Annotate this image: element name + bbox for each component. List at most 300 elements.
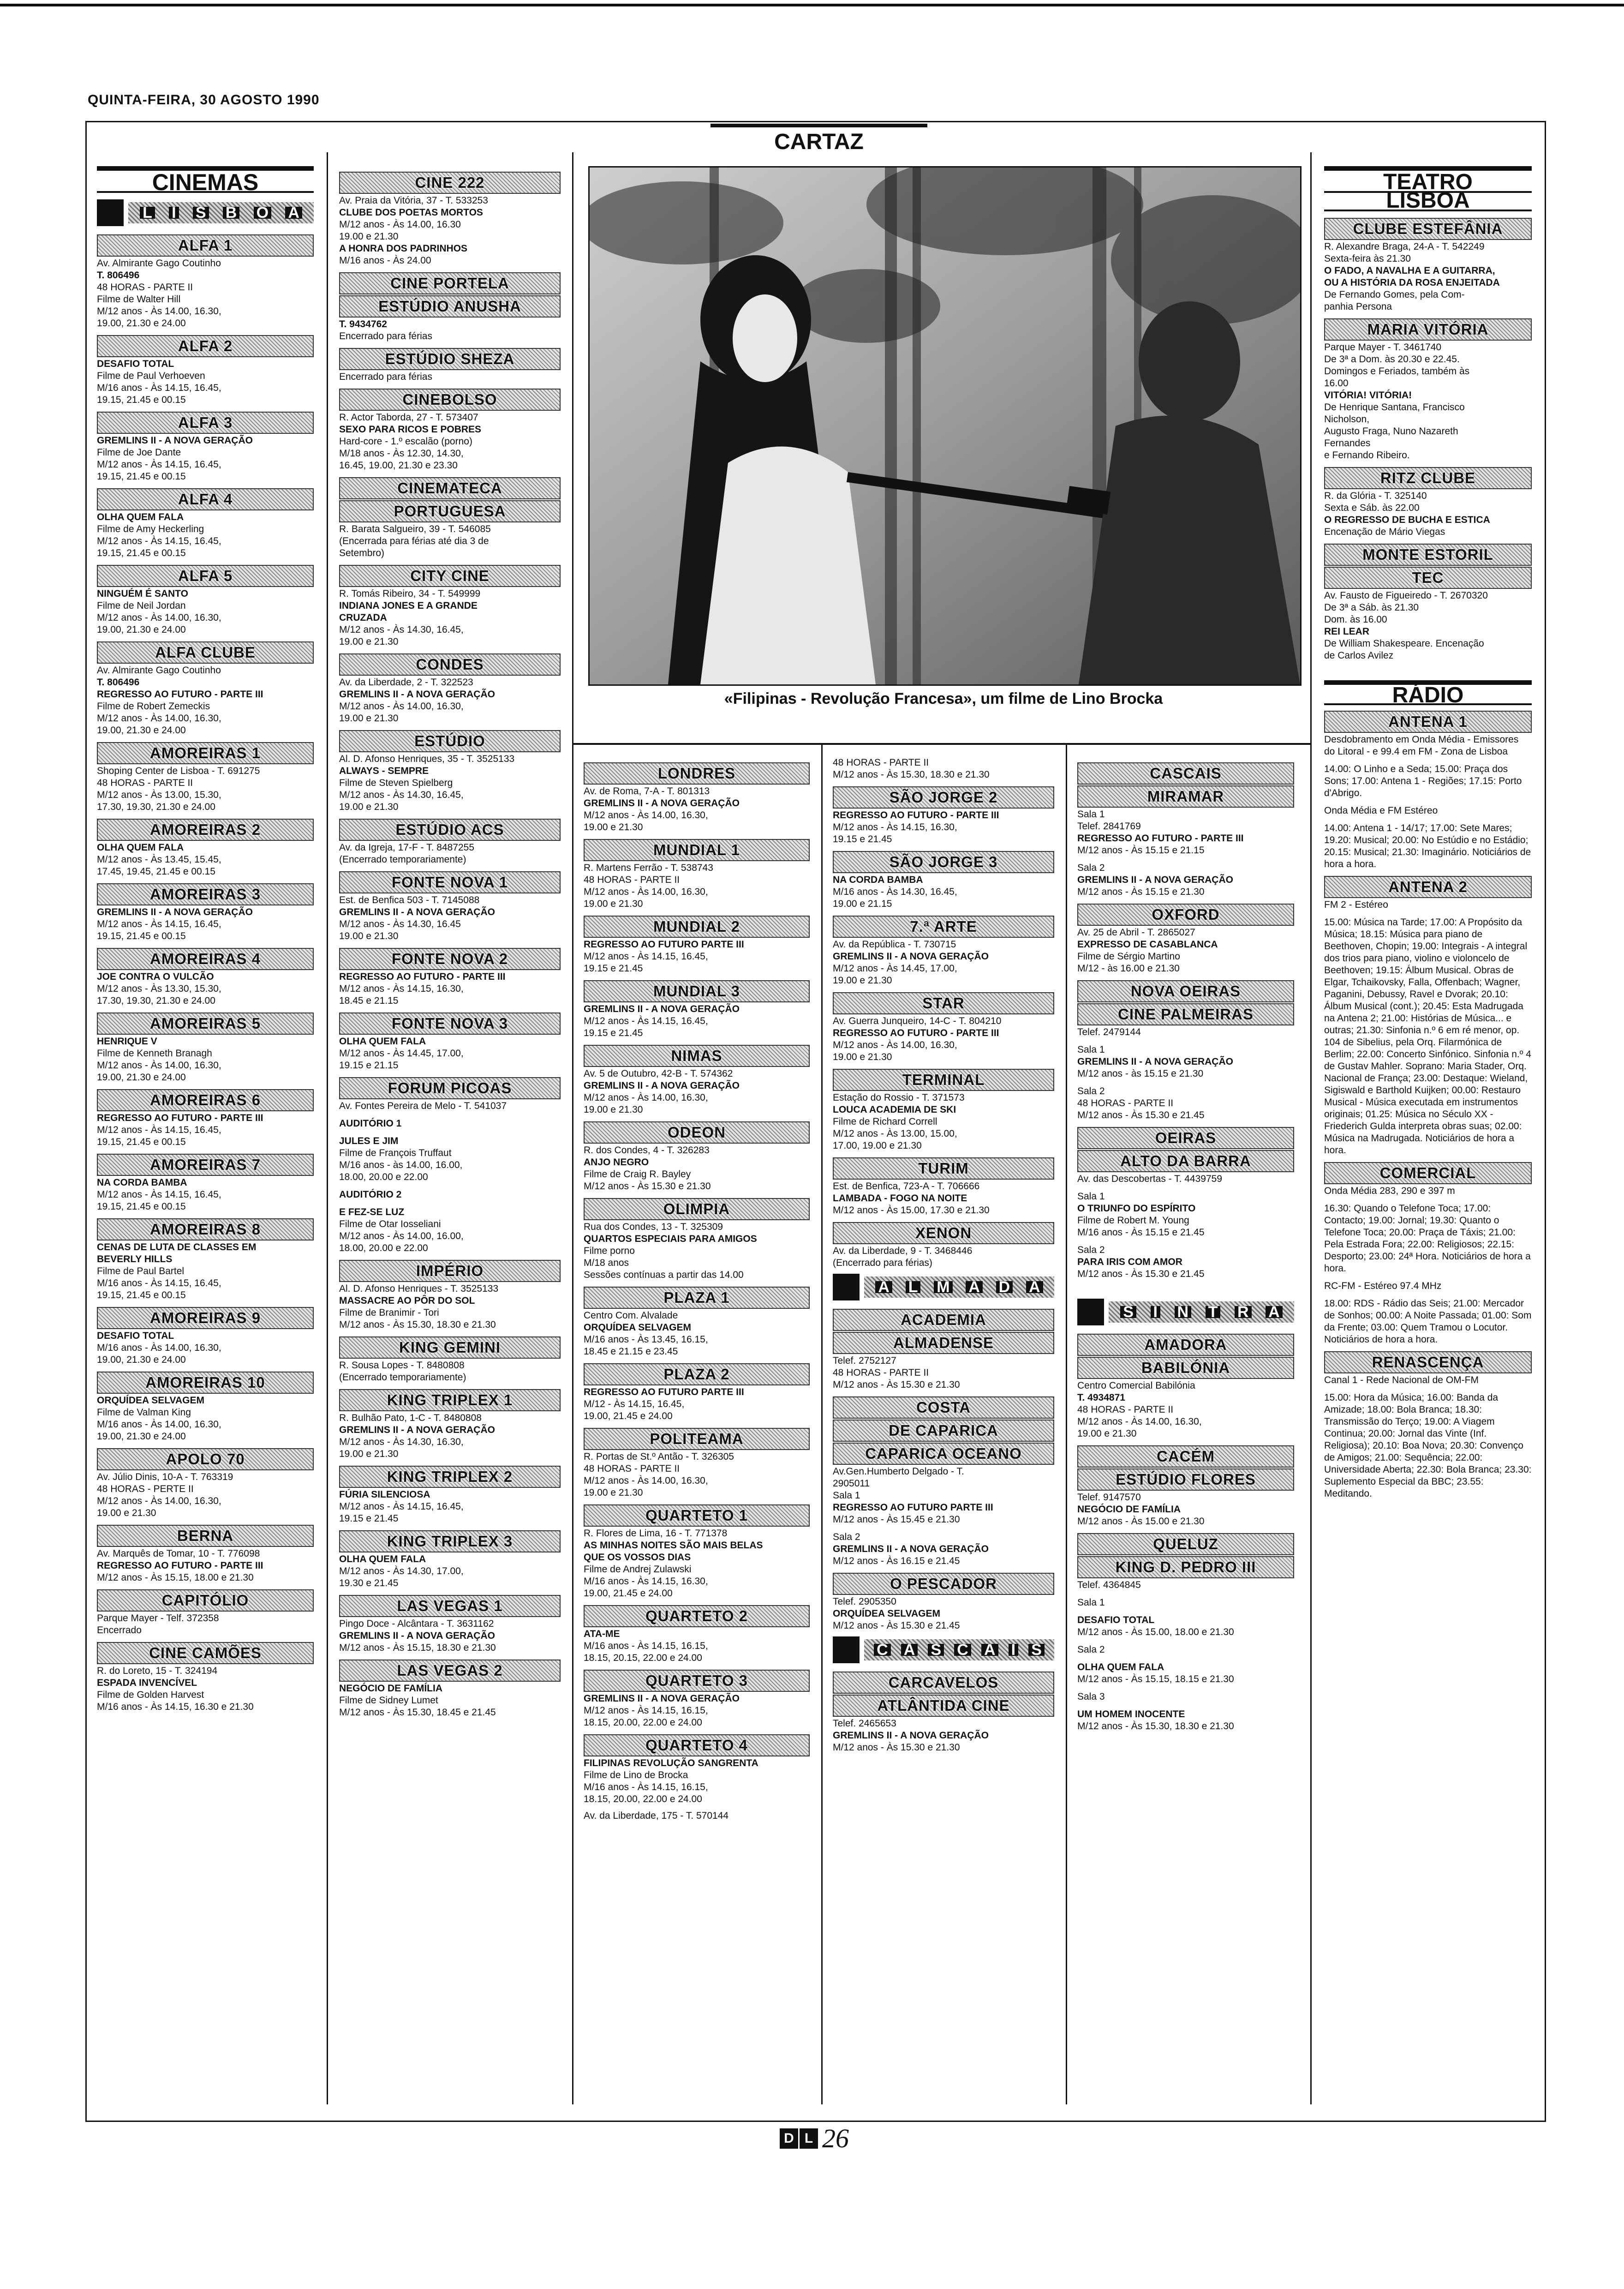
listing-line: R. do Loreto, 15 - T. 324194: [97, 1666, 218, 1676]
listing-line: M/16 anos - Às 14.15, 16.45,: [97, 383, 221, 393]
listing-line: Av. Praia da Vitória, 37 - T. 533253: [339, 195, 488, 206]
city-letter: A: [966, 1281, 983, 1293]
listing-line: M/12 anos - Às 14.00, 16.30,: [584, 887, 708, 897]
listing-line: Filme de Walter Hill: [97, 294, 181, 305]
listing-line: Sala 1: [1077, 1597, 1105, 1608]
city-banner-letters: [864, 1639, 1054, 1660]
listing-line: 19.15 e 21.15: [339, 1060, 399, 1071]
venue-header: TERMINAL: [833, 1069, 1054, 1091]
city-letter: A: [285, 207, 302, 219]
venue-header: MUNDIAL 3: [584, 980, 810, 1002]
venue-header: XENON: [833, 1222, 1054, 1244]
venue-header: PORTUGUESA: [339, 500, 561, 522]
listing-line: REGRESSO AO FUTURO - PARTE III: [833, 1028, 999, 1038]
listing-line: NA CORDA BAMBA: [97, 1177, 187, 1188]
listing-line: M/12 anos - Às 14.00, 16.30,: [833, 1040, 957, 1050]
listing-line: FM 2 - Estéreo: [1324, 899, 1388, 910]
venue-header: ODEON: [584, 1121, 810, 1144]
listing-line: Telef. 2905350: [833, 1596, 896, 1607]
listing-line: 19.00 e 21.15: [833, 899, 892, 909]
listing-line: M/12 anos - Às 14.00, 16.30,: [584, 1092, 708, 1103]
listing-line: GREMLINS II - A NOVA GERAÇÃO: [339, 689, 495, 700]
venue-header: FONTE NOVA 1: [339, 871, 561, 893]
city-banner-block: [833, 1274, 860, 1300]
listing-line: 17.45, 19.45, 21.45 e 00.15: [97, 866, 215, 877]
city-letter: C: [874, 1644, 891, 1656]
listing-line: De Fernando Gomes, pela Com-: [1324, 289, 1465, 300]
listing-line: QUE OS VOSSOS DIAS: [584, 1552, 691, 1563]
listing-line: e Fernando Ribeiro.: [1324, 450, 1410, 461]
city-letter: C: [954, 1644, 971, 1656]
listing-line: PARA IRIS COM AMOR: [1077, 1257, 1182, 1267]
listing-line: Av. da Liberdade, 9 - T. 3468446: [833, 1246, 973, 1256]
venue-header: COMERCIAL: [1324, 1162, 1532, 1184]
listing-line: Dom. às 16.00: [1324, 614, 1387, 625]
listing-line: 19.15, 21.45 e 00.15: [97, 471, 186, 482]
venue-header: ACADEMIA: [833, 1309, 1054, 1331]
listing-line: (Encerrado temporariamente): [339, 854, 466, 865]
listing-line: Hard-core - 1.º escalão (porno): [339, 436, 472, 447]
listing-line: 19.15, 21.45 e 00.15: [97, 1137, 186, 1147]
venue-header: OEIRAS: [1077, 1127, 1294, 1149]
listing-line: [339, 1112, 561, 1118]
venue-header: QUARTETO 2: [584, 1605, 810, 1627]
city-letter: I: [1009, 1644, 1018, 1656]
listing-line: M/12 anos - Às 14.15, 16.45,: [339, 1501, 464, 1512]
listing-line: BEVERLY HILLS: [97, 1254, 173, 1264]
listing-line: Telef. 9147570: [1077, 1492, 1141, 1503]
listing-line: Av. das Descobertas - T. 4439759: [1077, 1174, 1223, 1184]
listing-line: [1077, 1656, 1294, 1661]
venue-header: ALFA 5: [97, 565, 314, 587]
listing-line: Encenação de Mário Viegas: [1324, 527, 1445, 537]
venue-header: CINEMATECA: [339, 477, 561, 499]
venue-header: KING GEMINI: [339, 1336, 561, 1359]
venue-header: SÃO JORGE 2: [833, 786, 1054, 809]
listing-line: Sexta e Sáb. às 22.00: [1324, 503, 1420, 513]
listing-line: Av. Júlio Dinis, 10-A - T. 763319: [97, 1472, 233, 1482]
listing-line: [1324, 911, 1532, 917]
listing-line: 19.00 e 21.30: [1077, 1428, 1137, 1439]
listing-line: 19.00 e 21.30: [584, 1487, 643, 1498]
listing-line: Shoping Center de Lisboa - T. 691275: [97, 766, 260, 776]
listing-line: 19.00 e 21.30: [584, 1104, 643, 1115]
listing-line: M/16 anos - Às 15.15 e 21.45: [1077, 1227, 1205, 1238]
listing-line: Sala 2: [833, 1532, 860, 1542]
listing-line: Sala 1: [1077, 1191, 1105, 1202]
listing-line: panhia Persona: [1324, 301, 1392, 312]
listing-line: O TRIUNFO DO ESPÍRITO: [1077, 1203, 1196, 1214]
venue-header: CITY CINE: [339, 565, 561, 587]
listing-line: [1077, 1685, 1294, 1691]
listing-line: Est. de Benfica, 723-A - T. 706666: [833, 1181, 980, 1192]
venue-header: AMOREIRAS 9: [97, 1307, 314, 1329]
listing-line: Sala 3: [1077, 1691, 1105, 1702]
listing-line: [1077, 1591, 1294, 1597]
venue-header: MARIA VITÓRIA: [1324, 318, 1532, 341]
newspaper-logo: [780, 2128, 819, 2149]
listing-line: M/12 anos - Às 14.00, 16.30,: [97, 1060, 221, 1071]
listing-line: ESPADA INVENCÍVEL: [97, 1678, 197, 1688]
venue-header: OLIMPIA: [584, 1198, 810, 1220]
listing-line: 18.15, 20.00, 22.00 e 24.00: [584, 1794, 702, 1804]
listing-line: M/16 anos - Às 14.00, 16.30,: [97, 1419, 221, 1430]
listing-line: M/16 anos - Às 14.15, 16.15,: [584, 1782, 708, 1792]
cinema-listings: [1077, 1334, 1294, 1732]
listing-line: REGRESSO AO FUTURO - PARTE III: [97, 689, 263, 700]
listing-line: M/12 anos - Às 14.15, 16.45,: [584, 1016, 708, 1026]
listing-line: Nicholson,: [1324, 414, 1370, 425]
listing-line: Filme de Craig R. Bayley: [584, 1169, 691, 1180]
listing-line: M/12 anos - Às 14.00, 16.30,: [97, 612, 221, 623]
listing-line: M/16 anos - Às 14.15, 16.45,: [97, 1278, 221, 1288]
listing-line: VITÓRIA! VITÓRIA!: [1324, 390, 1412, 401]
listing-line: R. Bulhão Pato, 1-C - T. 8480808: [339, 1413, 482, 1423]
listing-line: M/12 anos - Às 14.30, 16.45,: [339, 790, 464, 800]
city-letter: S: [193, 207, 209, 219]
city-letter: T: [1206, 1306, 1221, 1318]
venue-header: ESTÚDIO ANUSHA: [339, 295, 561, 318]
listing-line: REGRESSO AO FUTURO PARTE III: [584, 1387, 744, 1397]
venue-header: PLAZA 1: [584, 1287, 810, 1309]
listing-line: R. Barata Salgueiro, 39 - T. 546085: [339, 524, 491, 534]
listing-line: CLUBE DOS POETAS MORTOS: [339, 207, 483, 218]
venue-header: AMOREIRAS 7: [97, 1154, 314, 1176]
venue-header: OXFORD: [1077, 904, 1294, 926]
cinema-listings: [833, 1309, 1054, 1632]
listing-line: SEXO PARA RICOS E POBRES: [339, 424, 482, 435]
listing-line: Parque Mayer - Telf. 372358: [97, 1613, 219, 1624]
city-letter: S: [928, 1644, 944, 1656]
listing-line: 15.00: Hora da Música; 16.00: Banda da Amizade; 18.00: Bola Branca; 18.30: Transmissão do Terço; 19.00: A Viagem Continua; 20.00: Jornal das Vinte (Inf. Religiosa); 20.10: Boa Nova; 20.30: Convenço de Amigos; 21.00: Sequência; 22.00: Universidade Aberta; 22.30: Bola Branca; 23.30: Suplemento Especial da BBC; 23.55: Meditando.: [1324, 1392, 1532, 1499]
listing-line: M/12 anos - Às 15.30, 18.30 e 21.30: [1077, 1721, 1234, 1732]
listing-line: 48 HORAS - PERTE II: [97, 1484, 194, 1494]
venue-header: KING TRIPLEX 2: [339, 1466, 561, 1488]
listing-line: M/12 anos - Às 14.30, 16.45: [339, 919, 461, 929]
listing-line: OLHA QUEM FALA: [339, 1036, 426, 1047]
city-banner-sintra: [1077, 1299, 1294, 1325]
listing-line: M/12 anos - Às 14.45, 17.00,: [833, 963, 957, 974]
listing-line: 48 HORAS - PARTE II: [1077, 1098, 1174, 1109]
listing-line: M/12 anos - Às 14.15, 16.45,: [97, 1125, 221, 1135]
listing-line: 19.00, 21.30 e 24.00: [97, 1431, 186, 1442]
venue-header: QUARTETO 1: [584, 1504, 810, 1527]
column-divider: [821, 743, 823, 2104]
listing-line: Al. D. Afonso Henriques - T. 3525133: [339, 1283, 499, 1294]
listing-line: M/12 anos - Às 15.15 e 21.15: [1077, 845, 1205, 856]
listing-line: DESAFIO TOTAL: [97, 1330, 174, 1341]
listing-line: Desdobramento em Onda Média - Emissores do Litoral - e 99.4 em FM - Zona de Lisboa: [1324, 734, 1519, 757]
listing-line: Sexta-feira às 21.30: [1324, 253, 1411, 264]
venue-header: MUNDIAL 2: [584, 916, 810, 938]
listing-line: GREMLINS II - A NOVA GERAÇÃO: [1077, 1056, 1233, 1067]
listing-line: Encerrado para férias: [339, 372, 432, 382]
venue-header: DE CAPARICA: [833, 1420, 1054, 1442]
listing-line: Sessões contínuas a partir das 14.00: [584, 1270, 744, 1280]
listing-line: M/12 anos - Às 14.15, 16.45,: [97, 919, 221, 929]
listing-line: R. Actor Taborda, 27 - T. 573407: [339, 412, 478, 423]
listing-line: M/16 anos - Às 14.15, 16.30,: [584, 1576, 708, 1587]
listing-line: Estação do Rossio - T. 371573: [833, 1092, 965, 1103]
venue-header: COSTA: [833, 1396, 1054, 1419]
listing-line: 19.30 e 21.45: [339, 1578, 399, 1588]
listing-line: REGRESSO AO FUTURO - PARTE III: [1077, 833, 1244, 844]
listing-line: 48 HORAS - PARTE II: [97, 778, 193, 788]
venue-header: SÃO JORGE 3: [833, 851, 1054, 873]
listing-line: M/12 anos - Às 15.30, 18.30 e 21.30: [833, 769, 990, 780]
listing-line: Rua dos Condes, 13 - T. 325309: [584, 1222, 723, 1232]
listing-line: M/12 anos - Às 15.00 e 21.30: [1077, 1516, 1205, 1527]
listing-line: T. 9434762: [339, 319, 387, 330]
listing-line: 19.00 e 21.30: [339, 713, 399, 724]
listing-line: JULES E JIM: [339, 1136, 399, 1146]
listing-line: M/12 anos - Às 13.45, 15.45,: [97, 854, 221, 865]
listing-line: [1324, 817, 1532, 822]
listing-line: GREMLINS II - A NOVA GERAÇÃO: [97, 435, 253, 446]
photo-caption: «Filipinas - Revolução Francesa», um filme de Lino Brocka: [724, 690, 1163, 707]
listing-line: Filme de Otar Iosseliani: [339, 1219, 441, 1229]
listing-line: Filme de Amy Heckerling: [97, 524, 204, 534]
listing-line: A HONRA DOS PADRINHOS: [339, 243, 468, 254]
city-letter: A: [875, 1281, 892, 1293]
listing-line: Telef. 2841769: [1077, 821, 1141, 832]
listing-line: M/12 anos - Às 15.30 e 21.45: [1077, 1269, 1205, 1279]
venue-header: FONTE NOVA 2: [339, 948, 561, 970]
listing-line: [1077, 1080, 1294, 1085]
venue-header: MUNDIAL 1: [584, 839, 810, 861]
city-letter: R: [1235, 1306, 1252, 1318]
listing-line: M/12 anos - Às 14.00, 16.00,: [339, 1231, 464, 1241]
venue-header: AMOREIRAS 4: [97, 948, 314, 970]
venue-header: TURIM: [833, 1157, 1054, 1180]
listing-line: GREMLINS II - A NOVA GERAÇÃO: [833, 951, 989, 962]
city-letter: L: [906, 1281, 921, 1293]
listing-line: OLHA QUEM FALA: [97, 512, 184, 522]
venue-header: CLUBE ESTEFÂNIA: [1324, 218, 1532, 240]
venue-header: CACÉM: [1077, 1445, 1294, 1468]
listing-line: ANJO NEGRO: [584, 1157, 649, 1168]
cinema-listings: [1077, 762, 1294, 1280]
listing-line: Sala 1: [1077, 809, 1105, 820]
listing-line: 19.00 e 21.30: [339, 1449, 399, 1459]
listing-line: 18.45 e 21.15 e 23.45: [584, 1346, 678, 1357]
city-banner-block: [833, 1636, 860, 1663]
listing-line: M/12 anos - Às 15.15, 18.15 e 21.30: [1077, 1674, 1234, 1684]
listing-line: OLHA QUEM FALA: [1077, 1662, 1164, 1672]
listing-line: M/12 anos - Às 14.30, 16.45,: [339, 624, 464, 635]
listing-line: 17.30, 19.30, 21.30 e 24.00: [97, 995, 215, 1006]
venue-header: MONTE ESTORIL: [1324, 544, 1532, 566]
listing-line: REGRESSO AO FUTURO - PARTE III: [339, 971, 506, 982]
listing-line: Al. D. Afonso Henriques, 35 - T. 3525133: [339, 754, 515, 764]
listing-line: M/12 anos - Às 14.00, 16.30,: [97, 306, 221, 317]
listing-line: M/12 anos - Às 14.15, 16.45,: [97, 1189, 221, 1200]
venue-header: CINE 222: [339, 172, 561, 194]
listing-line: AUDITÓRIO 2: [339, 1189, 402, 1200]
listing-line: M/12 - às 16.00 e 21.30: [1077, 963, 1180, 974]
listing-line: M/12 - Às 14.15, 16.45,: [584, 1399, 685, 1409]
listing-line: 19.00 e 21.30: [339, 802, 399, 812]
venue-header: CAPARICA OCEANO: [833, 1443, 1054, 1465]
venue-header: QUARTETO 3: [584, 1670, 810, 1692]
theatre-listings: [1324, 218, 1532, 662]
listing-line: M/12 anos - Às 14.15, 16.45,: [584, 951, 708, 962]
listing-line: M/12 anos - Às 14.15, 16.45,: [97, 536, 221, 546]
listing-line: 19.00, 21.45 e 24.00: [584, 1588, 673, 1599]
listing-line: 15.00: Música na Tarde; 17.00: A Propósito da Música; 18.15: Música para piano de Beethoven, Chopin; 19.00: Integrais - A integral dos trios para piano, violino e violoncelo de Beethoven; 19.15: Álbum Musical. Obras de Elgar, Tchaikovsky, Falla, Offenbach; Wagner, Paganini, Debussy, Ravel e Dvorak; 20.10: Álbum Musical (cont.); 20.45: Esta Madrugada na Antena 2; 21.00: Histórias de Música... e outras; 21.30: Sinfonia n.º 6 em ré menor, op. 104 de Sibelius, pela Orq. Filarmónica de Berlim; 22.00: Concerto Sinfónico. Sinfonia n.º 4 de Gustav Mahler. Soprano: Maria Stader, Orq. Nacional de França; 23.00: Destaque: Wieland, Sigiswald e Barthold Kuijken; 00.00: Restauro Musical - Música executada em instrumentos originais; 01.25: Música no Século XX - Friederich Gulda interpreta obras suas; 02.00: Música na Madrugada. Noticiários de hora a hora.: [1324, 917, 1531, 1156]
listing-line: Av. Guerra Junqueiro, 14-C - T. 804210: [833, 1016, 1002, 1026]
city-letter: N: [1175, 1306, 1192, 1318]
venue-header: AMOREIRAS 2: [97, 819, 314, 841]
listing-line: Est. de Benfica 503 - T. 7145088: [339, 895, 480, 905]
venue-header: MIRAMAR: [1077, 785, 1294, 808]
listing-line: R. Portas de St.º Antão - T. 326305: [584, 1451, 734, 1462]
listing-line: 19.15 e 21.45: [584, 1028, 643, 1038]
listing-line: 48 HORAS - PARTE II: [1077, 1404, 1174, 1415]
listing-line: (Encerrada para férias até dia 3 de: [339, 536, 489, 546]
listing-line: M/12 anos - Às 14.00, 16.30,: [97, 713, 221, 724]
listing-line: NINGUÉM É SANTO: [97, 588, 188, 599]
venue-header: FORUM PICOAS: [339, 1077, 561, 1099]
venue-header: KING TRIPLEX 1: [339, 1389, 561, 1411]
listing-line: T. 806496: [97, 677, 140, 688]
venue-header: FONTE NOVA 3: [339, 1013, 561, 1035]
column-divider: [1066, 743, 1067, 2104]
venue-header: CINE PORTELA: [339, 272, 561, 294]
listing-line: Av. Fontes Pereira de Melo - T. 541037: [339, 1101, 507, 1111]
listing-line: M/16 anos - às 14.00, 16.00,: [339, 1160, 463, 1170]
cinema-listings: [833, 1672, 1054, 1754]
listing-line: Filme de Lino de Brocka: [584, 1770, 688, 1780]
listing-line: [1077, 1609, 1294, 1614]
listing-line: M/12 anos - Às 15.30 e 21.30: [833, 1742, 960, 1753]
listing-line: M/16 anos - Às 13.45, 16.15,: [584, 1334, 708, 1345]
listing-line: NEGÓCIO DE FAMÍLIA: [1077, 1504, 1181, 1515]
listing-line: OLHA QUEM FALA: [97, 842, 184, 853]
top-rule: [0, 4, 1624, 6]
listing-line: M/18 anos - Às 12.30, 14.30,: [339, 448, 464, 459]
listing-line: R. Alexandre Braga, 24-A - T. 542249: [1324, 241, 1485, 252]
listing-line: 14.00: O Linho e a Seda; 15.00: Praça dos Sons; 17.00: Antena 1 - Regiões; 17.15: Porto d'Abrigo.: [1324, 764, 1522, 798]
column-divider: [1310, 152, 1312, 2104]
listing-line: M/12 anos - Às 15.15, 18.00 e 21.30: [97, 1572, 254, 1583]
venue-header: AMOREIRAS 5: [97, 1013, 314, 1035]
listing-line: Telef. 2465653: [833, 1718, 896, 1729]
listing-line: Telef. 2752127: [833, 1355, 896, 1366]
listing-line: INDIANA JONES E A GRANDE: [339, 600, 478, 611]
listing-line: (Encerrado temporariamente): [339, 1372, 466, 1383]
venue-header: ESTÚDIO ACS: [339, 819, 561, 841]
listing-line: De Henrique Santana, Francisco: [1324, 402, 1465, 413]
listing-line: M/12 anos - Às 14.45, 17.00,: [339, 1048, 464, 1059]
listing-line: 18.00, 20.00 e 22.00: [339, 1172, 428, 1182]
venue-header: KING D. PEDRO III: [1077, 1556, 1294, 1578]
listing-line: M/12 anos - Às 14.00, 16.30,: [584, 1475, 708, 1486]
listing-line: 19.15, 21.45 e 00.15: [97, 1201, 186, 1212]
listing-line: 19.15, 21.45 e 00.15: [97, 395, 186, 405]
listing-line: 19.00 e 21.30: [584, 822, 643, 833]
listing-line: [1077, 1239, 1294, 1244]
venue-header: ALFA 1: [97, 234, 314, 257]
listing-line: M/16 anos - Às 14.15, 16.30 e 21.30: [97, 1702, 254, 1712]
listing-line: Av. Almirante Gago Coutinho: [97, 665, 221, 676]
listing-line: 19.00, 21.30 e 24.00: [97, 1072, 186, 1083]
venue-header: ESTÚDIO: [339, 730, 561, 752]
listing-line: M/16 anos - Às 14.00, 16.30,: [97, 1342, 221, 1353]
listing-line: REGRESSO AO FUTURO PARTE III: [584, 939, 744, 950]
venue-header: CINEBOLSO: [339, 389, 561, 411]
listing-line: M/12 anos - Às 14.15, 16.15,: [584, 1705, 708, 1716]
listing-line: M/12 anos - Às 14.30, 16.30,: [339, 1437, 464, 1447]
listing-line: M/12 anos - Às 13.30, 15.30,: [97, 983, 221, 994]
venue-header: LONDRES: [584, 762, 810, 785]
listing-line: 14.00: Antena 1 - 14/17; 17.00: Sete Mares; 19.20: Musical; 20.00: No Estúdio e no Estádio; 20.15: Musical; 21.30: Imaginário. Noticiários de hora a hora.: [1324, 823, 1531, 869]
venue-header: ANTENA 1: [1324, 711, 1532, 733]
column-cinemas-lisboa-1: [97, 166, 314, 2104]
city-letter: O: [254, 207, 271, 219]
listing-line: DESAFIO TOTAL: [97, 359, 174, 369]
listing-line: [1077, 1038, 1294, 1044]
listing-line: 18.00: RDS - Rádio das Seis; 21.00: Mercador de Sonhos; 00.00: A Noite Passada; 01.00: Som da Frente; 03.00: Quem Tramou o Locutor. Noticiários de hora a hora.: [1324, 1298, 1532, 1345]
listing-line: M/12 anos - Às 15.30, 18.45 e 21.45: [339, 1707, 496, 1718]
listing-line: M/12 anos - Às 14.00, 16.30,: [97, 1496, 221, 1506]
listing-line: (Encerrado para férias): [833, 1258, 932, 1268]
column-divider: [572, 152, 573, 2104]
listing-line: FILIPINAS REVOLUÇÃO SANGRENTA: [584, 1758, 758, 1768]
listing-line: Filme de Valman King: [97, 1407, 191, 1418]
listing-line: 48 HORAS - PARTE II: [833, 1367, 929, 1378]
venue-header: PLAZA 2: [584, 1363, 810, 1385]
listing-line: [1324, 1292, 1532, 1298]
page-date: QUINTA-FEIRA, 30 AGOSTO 1990: [88, 92, 320, 108]
listing-line: AS MINHAS NOITES SÃO MAIS BELAS: [584, 1540, 763, 1551]
venue-header: KING TRIPLEX 3: [339, 1530, 561, 1552]
listing-line: [339, 1183, 561, 1189]
city-letter: A: [1266, 1306, 1283, 1318]
listing-line: Canal 1 - Rede Nacional de OM-FM: [1324, 1375, 1479, 1385]
listing-line: Domingos e Feriados, também às: [1324, 366, 1470, 377]
venue-header: ESTÚDIO SHEZA: [339, 348, 561, 370]
listing-line: Augusto Fraga, Nuno Nazareth: [1324, 426, 1458, 437]
listing-line: Filme de Andrej Zulawski: [584, 1564, 692, 1575]
listing-line: Av. 25 de Abril - T. 2865027: [1077, 927, 1195, 938]
venue-header: CAPITÓLIO: [97, 1589, 314, 1612]
listing-line: Filme de Robert M. Young: [1077, 1215, 1189, 1226]
listing-line: Filme de Joe Dante: [97, 447, 181, 458]
listing-line: Filme de Sidney Lumet: [339, 1695, 438, 1706]
venue-header: AMADORA: [1077, 1334, 1294, 1356]
venue-header: RENASCENÇA: [1324, 1351, 1532, 1373]
venue-header: CINE CAMÕES: [97, 1642, 314, 1664]
listing-line: 19.00, 21.30 e 24.00: [97, 624, 186, 635]
section-title-cinemas: CINEMAS: [97, 166, 314, 193]
photo-rule: [572, 743, 1310, 745]
listing-line: M/12 anos - Às 14.00, 16.30,: [584, 810, 708, 821]
cinema-listings: [339, 172, 561, 1719]
listing-line: Filme de Golden Harvest: [97, 1690, 204, 1700]
cartaz-photo: [588, 166, 1302, 686]
venue-header: AMOREIRAS 8: [97, 1218, 314, 1240]
listing-line: Filme de Kenneth Branagh: [97, 1048, 212, 1059]
listing-line: Fernandes: [1324, 438, 1371, 449]
listing-line: Av. da Liberdade, 175 - T. 570144: [584, 1810, 729, 1821]
listing-line: De 3ª a Sáb. às 21.30: [1324, 602, 1419, 613]
listing-line: M/12 anos - Às 15.30 e 21.30: [584, 1181, 711, 1192]
column-cinemas-lisboa-almada: [833, 757, 1054, 2104]
listing-line: M/12 anos - Às 14.15, 16.30,: [339, 983, 464, 994]
listing-line: Pingo Doce - Alcântara - T. 3631162: [339, 1618, 494, 1629]
listing-line: ATA-ME: [584, 1629, 620, 1639]
